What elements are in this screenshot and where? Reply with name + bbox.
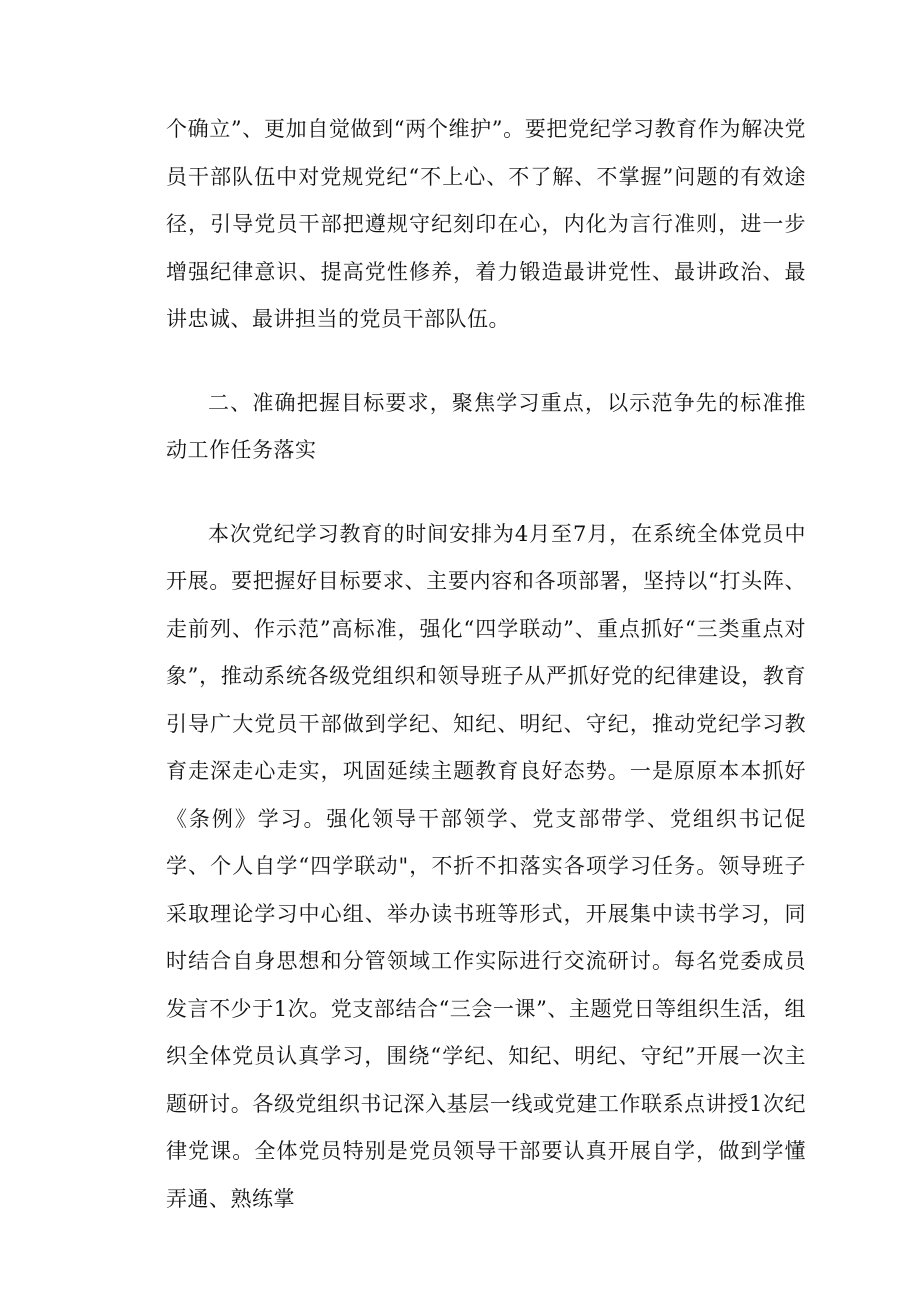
section-heading: 二、准确把握目标要求，聚焦学习重点，以示范争先的标准推动工作任务落实 bbox=[166, 390, 806, 462]
paragraph-gap bbox=[166, 344, 806, 380]
document-body bbox=[166, 106, 806, 1223]
paragraph-body: 本次党纪学习教育的时间安排为4月至7月，在系统全体党员中开展。要把握好目标要求、主要内容和各项部署，坚持以“打头阵、走前列、作示范”高标准，强化“四学联动”、重点抓好“三类重点对象”，推动系统各级党组织和领导班子从严抓好党的纪律建设，教育引导广大党员干部做到学纪、知纪、明纪、守纪，推动党纪学习教育走深走心走实，巩固延续主题教育良好态势。一是原原本本抓好《条例》学习。强化领导干部领学、党支部带学、党组织书记促学、个人自学“四学联动"，不折不扣落实各项学习任务。领导班子采取理论学习中心组、举办读书班等形式，开展集中读书学习，同时结合自身思想和分管领域工作实际进行交流研讨。每名党委成员发言不少于1次。党支部结合“三会一课”、主题党日等组织生活，组织全体党员认真学习，围绕“学纪、知纪、明纪、守纪”开展一次主题研讨。各级党组织书记深入基层一线或党建工作联系点讲授1次纪律党课。全体党员特别是党员领导干部要认真开展自学，做到学懂弄通、熟练掌 bbox=[166, 521, 806, 1211]
paragraph-gap bbox=[166, 475, 806, 511]
paragraph-continuation: 个确立”、更加自觉做到“两个维护”。要把党纪学习教育作为解决党员干部队伍中对党规党纪“不上心、不了解、不掌握”问题的有效途径，引导党员干部把遵规守纪刻印在心，内化为言行准则，进一步增强纪律意识、提高党性修养，着力锻造最讲党性、最讲政治、最讲忠诚、最讲担当的党员干部队伍。 bbox=[166, 117, 806, 331]
